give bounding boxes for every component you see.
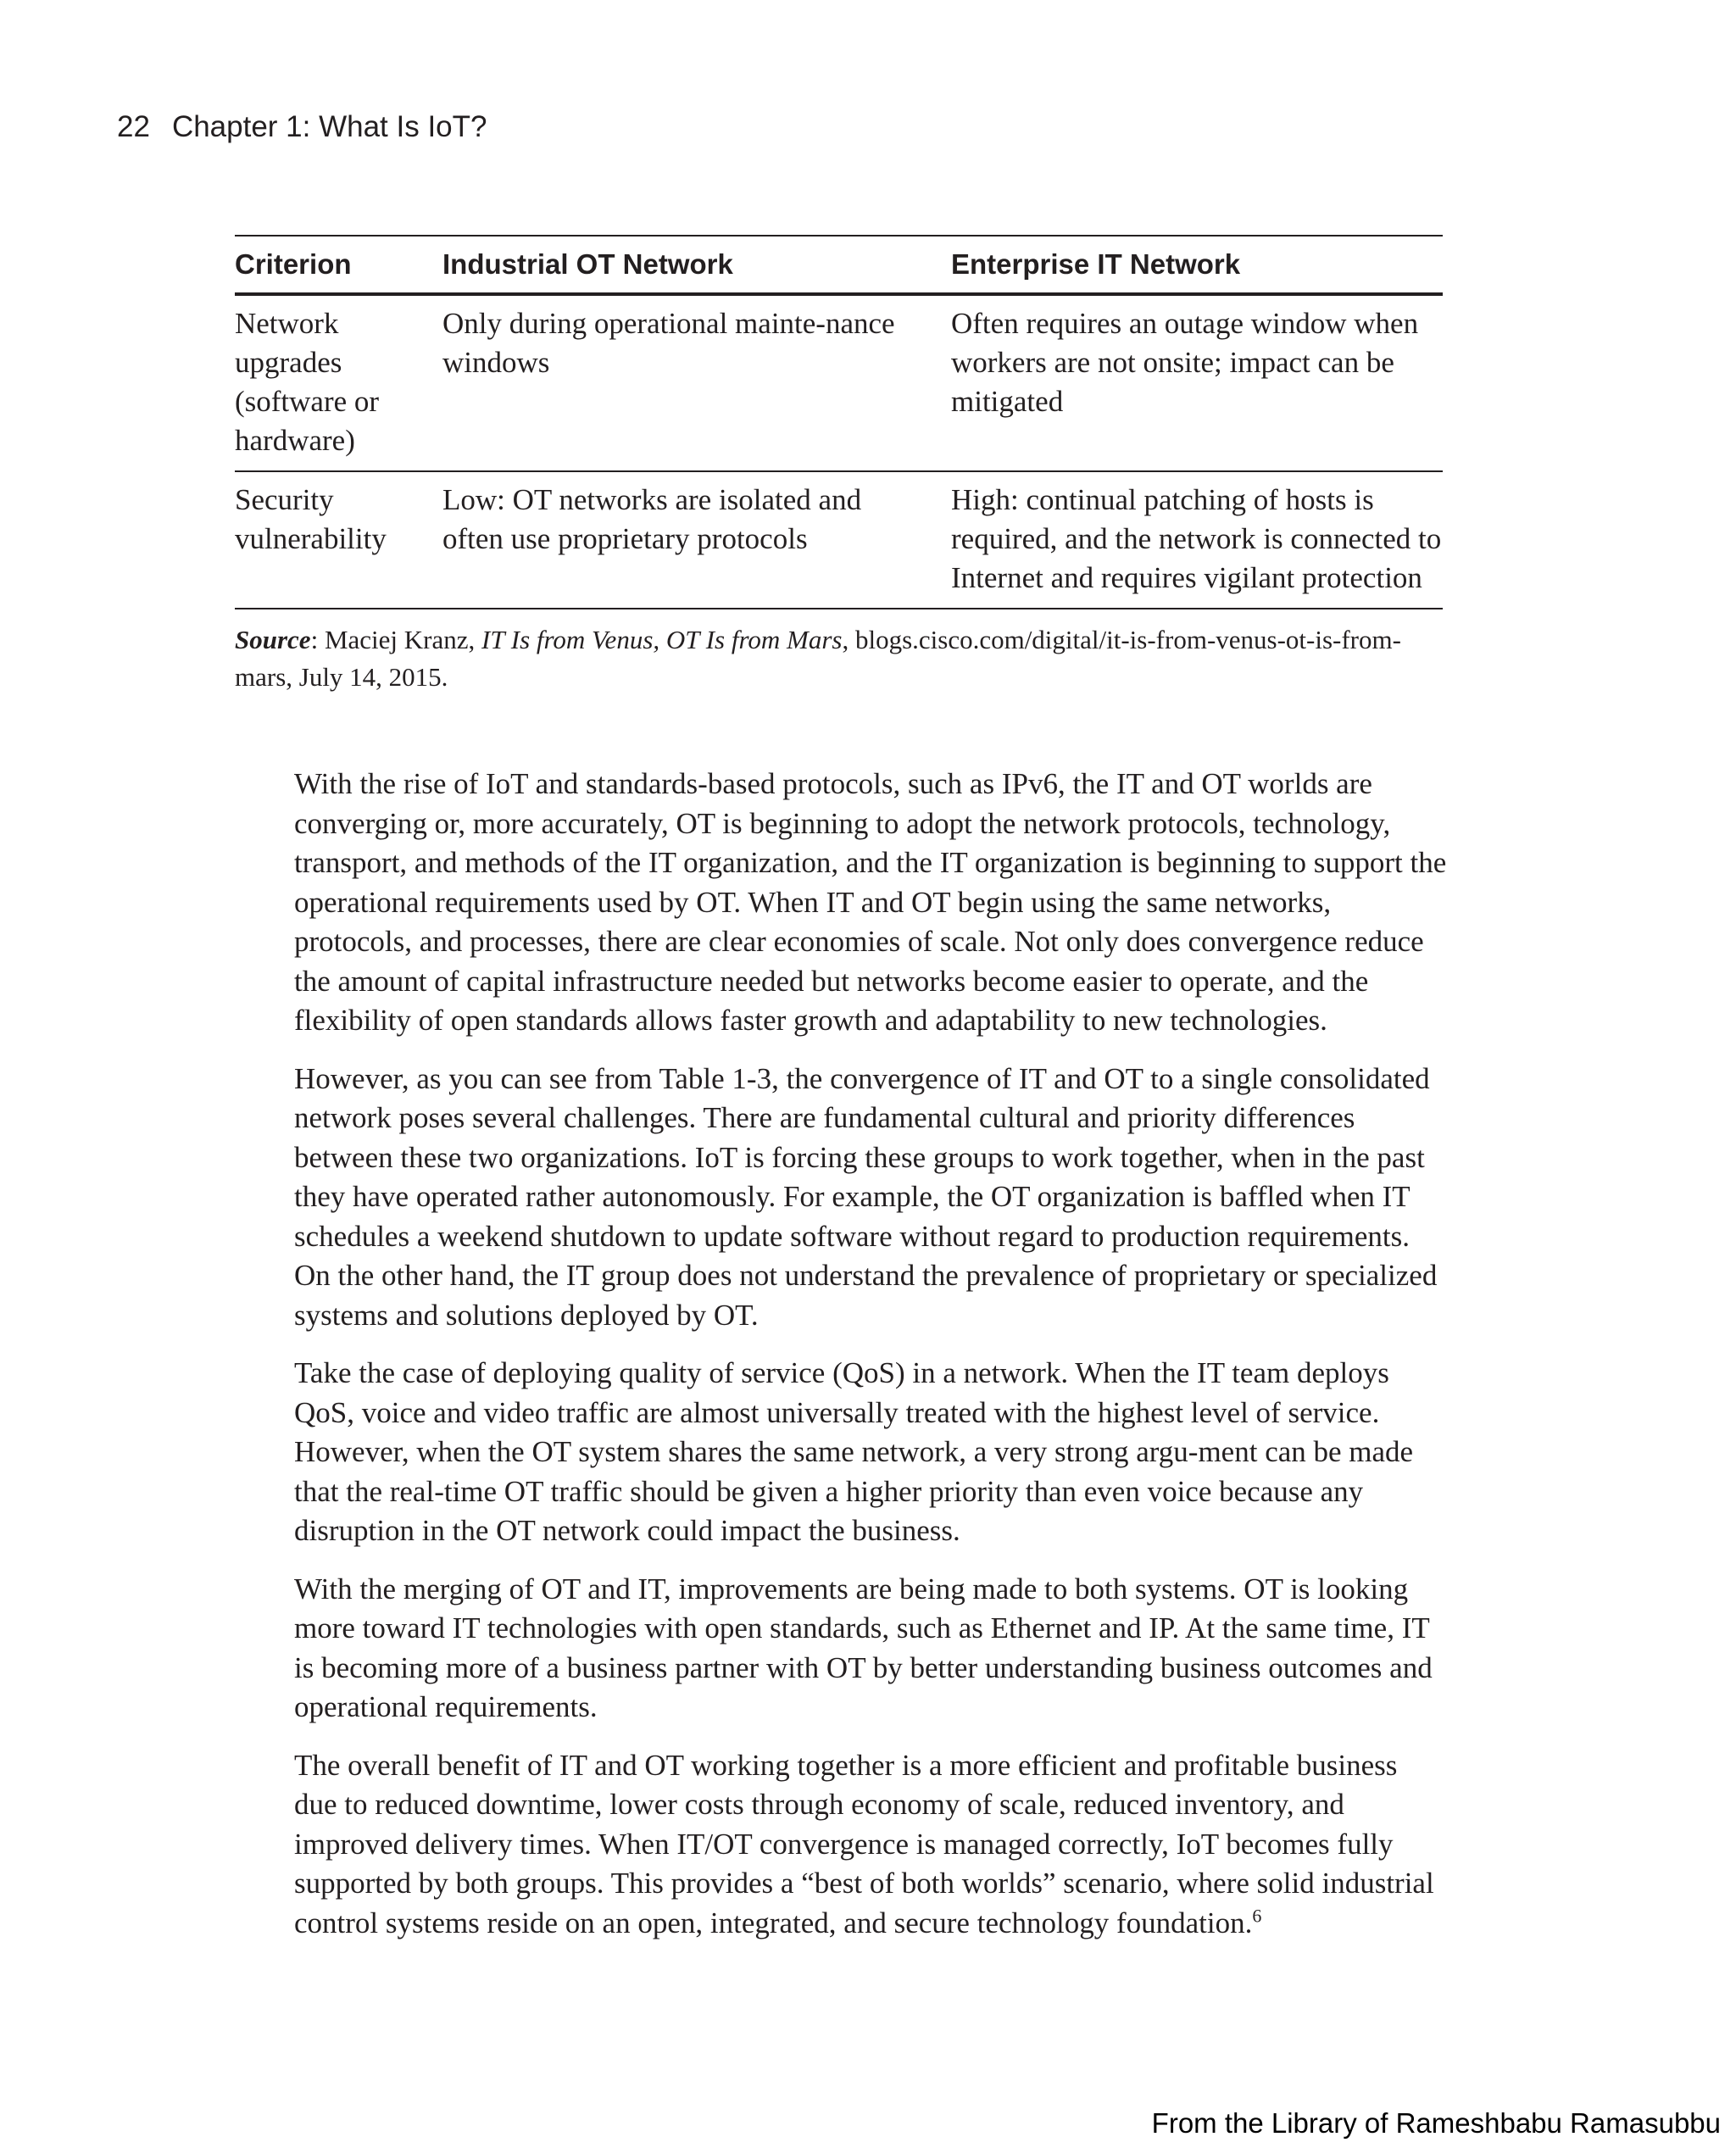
table-header-row xyxy=(235,236,1443,294)
paragraph-last xyxy=(294,1746,1447,1944)
table-source-note: Source: Maciej Kranz, IT Is from Venus, OT Is from Mars, blogs.cisco.com/digital/it-is-from-venus-ot-is-from-mars, July 14, 2015. xyxy=(235,625,1401,692)
running-head xyxy=(117,110,487,144)
source-url-date: blogs.cisco.com/digital/it-is-from-venus-ot-is-from-mars, July 14, 2015. xyxy=(235,625,1401,692)
table-cell: Low: OT networks are isolated and often use proprietary protocols xyxy=(442,471,951,609)
footnote-marker: 6 xyxy=(1252,1904,1262,1926)
table-row xyxy=(235,294,1443,471)
table-cell: Only during operational mainte-nance windows xyxy=(442,294,951,471)
comparison-table xyxy=(235,235,1443,609)
paragraph: However, as you can see from Table 1-3, the convergence of IT and OT to a single consolidated network poses several challenges. There are fundamental cultural and priority differences between these two organizations. IoT is forcing these groups to work together, when in the past they have operated rather autonomously. For example, the OT organization is baffled when IT schedules a weekend shutdown to update software without regard to production requirements. On the other hand, the IT group does not understand the prevalence of proprietary or specialized systems and solutions deployed by OT. xyxy=(294,1061,1438,1332)
chapter-title: Chapter 1: What Is IoT? xyxy=(171,110,487,143)
table-cell: Often requires an outage window when workers are not onsite; impact can be mitigated xyxy=(951,294,1443,471)
source-title: IT Is from Venus, OT Is from Mars xyxy=(481,625,843,654)
paragraph: With the merging of OT and IT, improvements are being made to both systems. OT is looking more toward IT technologies with open standards, such as Ethernet and IP. At the same time, IT is becoming more of a business partner with OT by better understanding business outcomes and operational requirements. xyxy=(294,1572,1433,1723)
comparison-table-section xyxy=(235,235,1443,696)
paragraph: With the rise of IoT and standards-based protocols, such as IPv6, the IT and OT worlds are converging or, more accurately, OT is beginning to adopt the network protocols, technology, transport, and methods of the IT organization, and the IT organization is beginning to support the operational requirements used by OT. When IT and OT begin using the same networks, protocols, and processes, there are clear economies of scale. Not only does convergence reduce the amount of capital infrastructure needed but networks become easier to operate, and the flexibility of open standards allows faster growth and adaptability to new technologies. xyxy=(294,767,1447,1037)
source-label: Source xyxy=(235,625,311,654)
page-number: 22 xyxy=(117,110,150,143)
header-enterprise-it-network: Enterprise IT Network xyxy=(951,236,1443,294)
paragraph: Take the case of deploying quality of service (QoS) in a network. When the IT team deploys QoS, voice and video traffic are almost universally treated with the highest level of service. However, when the OT system shares the same network, a very strong argu-ment can be made that the real-time OT traffic should be given a higher priority than even voice because any disruption in the OT network could impact the business. xyxy=(294,1356,1414,1547)
table-cell: Security vulnerability xyxy=(235,471,442,609)
header-criterion: Criterion xyxy=(235,236,442,294)
header-industrial-ot-network: Industrial OT Network xyxy=(442,236,951,294)
source-author: Maciej Kranz, xyxy=(324,625,476,654)
table-row xyxy=(235,471,1443,609)
library-footer-note: From the Library of Rameshbabu Ramasubbu xyxy=(1151,2107,1721,2139)
table-cell: Network upgrades (software or hardware) xyxy=(235,294,442,471)
body-text xyxy=(294,765,1447,1962)
table-cell: High: continual patching of hosts is required, and the network is connected to Internet and requires vigilant protection xyxy=(951,471,1443,609)
paragraph-text: The overall benefit of IT and OT working together is a more efficient and profitable business due to reduced downtime, lower costs through economy of scale, reduced inventory, and improved delivery times. When IT/OT convergence is managed correctly, IoT becomes fully supported by both groups. This provides a “best of both worlds” scenario, where solid industrial control systems reside on an open, integrated, and secure technology foundation. xyxy=(294,1748,1434,1939)
